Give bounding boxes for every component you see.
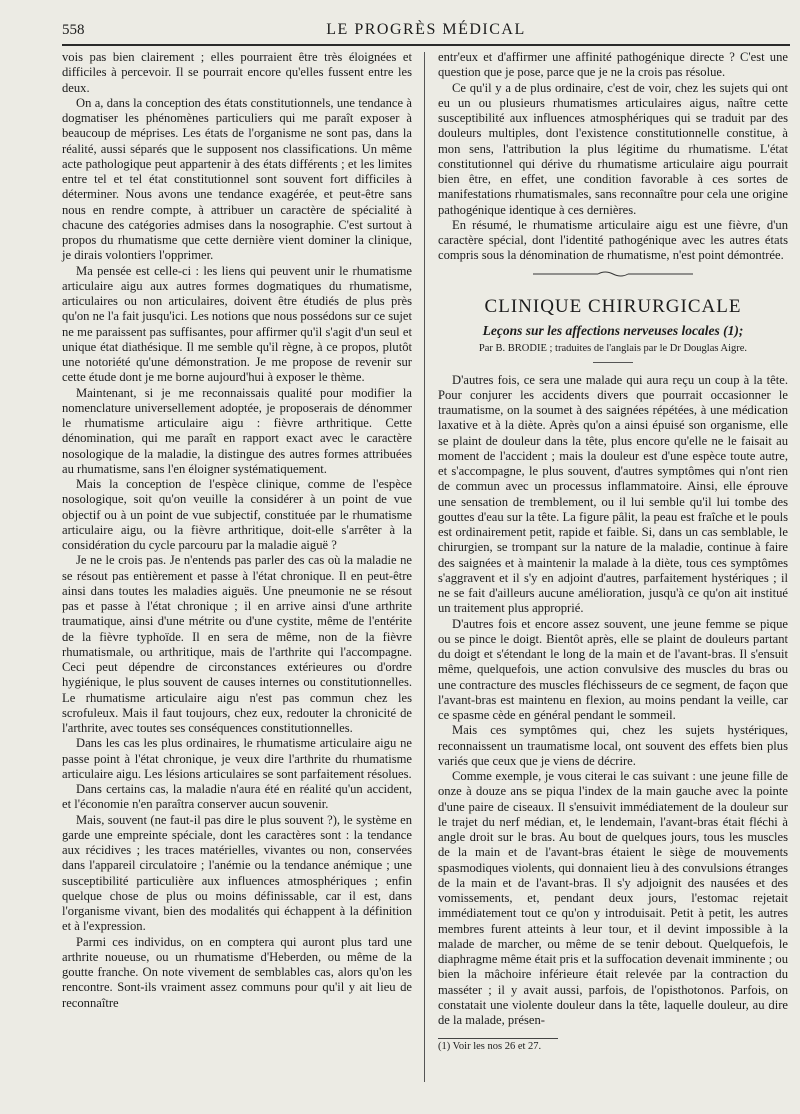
- paragraph: On a, dans la conception des états constitutionnels, une tendance à dogmatiser les phénomènes particuliers qui me paraît exposer à beaucoup de méprises. Les états de l'organisme ne sont pas, dans la réalité, aussi séparés que le supposent nos classifications. Un même acte pathologique peut appartenir à des états différents ; et les limites entre tel et tel état constitutionnel sont souvent fort difficiles à déterminer. Nous avons une tendance exagérée, et peut-être sans nous en rendre compte, à attribuer un caractère de spécialité à chacune des catégories admises dans la nosographie. C'est surtout à propos du rhumatisme que cette dernière vient dominer la clinique, je dirais volontiers l'opprimer.: [62, 95, 412, 263]
- page-header: [62, 18, 790, 40]
- left-column: [62, 50, 412, 1090]
- paragraph: Je ne le crois pas. Je n'entends pas parler des cas où la maladie ne se résout pas entièrement et passe à l'état chronique. Il en peut-être ainsi dans toutes les maladies aiguës. Une pneumonie ne se résout pas et passe à l'état chronique ; il en arrive ainsi d'une arthrite traumatique, ainsi d'une métrite ou d'une cystite, même de l'entérite de la fièvre typhoïde. Il en sera de même, non de la fièvre rhumatismale, ou arthritique, mais de l'arthrite qui l'accompagne. Ceci peut dépendre de circonstances extérieures ou d'ordre hygiénique, le plus souvent de causes internes ou constitutionnelles. Le rhumatisme articulaire aigu n'est pas commun chez les scrofuleux. Mais il faut toujours, chez eux, redouter la chronicité de l'arthrite, avec toutes ses conséquences constitutionnelles.: [62, 553, 412, 735]
- paragraph: Dans les cas les plus ordinaires, le rhumatisme articulaire aigu ne passe point à l'état chronique, je veux dire l'arthrite du rhumatisme articulaire aigu. Les lésions articulaires se sont parfaitement résolues.: [62, 736, 412, 781]
- header-rule: [62, 44, 790, 46]
- paragraph: D'autres fois et encore assez souvent, une jeune femme se pique ou se pince le doigt. Bientôt après, elle se plaint de douleurs partant du doigt et s'étendant le long de la main et de l'avant-bras. Il s'ensuit même, quelquefois, une action convulsive des muscles du bras ou une contracture des muscles fléchisseurs de ce segment, de façon que l'avant-bras est maintenu en flexion, au moins pendant la veille, car ce spasme cède en général pendant le sommeil.: [438, 616, 788, 722]
- paragraph: vois pas bien clairement ; elles pourraient être très éloignées et difficiles à percevoir. Il se pourrait encore qu'elles fussent entre les deux.: [62, 50, 412, 95]
- byline: Par B. BRODIE ; traduites de l'anglais par le Dr Douglas Aigre.: [478, 342, 748, 354]
- page-number: 558: [62, 22, 85, 38]
- paragraph: D'autres fois, ce sera une malade qui aura reçu un coup à la tête. Pour conjurer les accidents divers que pourrait occasionner le traumatisme, on la soumet à des saignées répétées, à une médication laxative et à la diète. Après qu'on a ainsi épuisé son organisme, elle se plaint de douleur dans la tête, plus encore qu'elle ne le faisait au moment de l'accident ; mais la douleur est d'une espèce toute autre, et s'accompagne, le plus souvent, d'autres symptômes qui n'ont rien de commun avec un processus inflammatoire. Ainsi, elle éprouve une sensation de tremblement, ou il lui semble qu'il lui tombe des gouttes d'eau sur la tête. La figure pâlit, la peau est fraîche et le pouls est ordinairement petit, rapide et faible. Si, dans un cas semblable, le chirurgien, se trompant sur la nature de la maladie, continue à faire des saignées et à maintenir la malade à la diète, tous ces symptômes s'aggravent et il s'y en adjoint d'autres, parfaitement hystériques ; il ne se fait d'ailleurs aucune amélioration, jusqu'à ce qu'on ait institué un traitement plus approprié.: [438, 372, 788, 616]
- column-divider: [424, 52, 425, 1082]
- byline-rule: [593, 362, 633, 363]
- lecture-title: Leçons sur les affections nerveuses locales (1);: [482, 322, 744, 338]
- paragraph: Mais, souvent (ne faut-il pas dire le plus souvent ?), le système en garde une empreinte spéciale, dont les caractères sont : la tendance aux récidives ; les traces matérielles, vivantes ou non, conservées dans l'appareil circulatoire ; l'anémie ou la tendance anémique ; une susceptibilité particulière aux influences atmosphériques ; enfin quelque chose de plus ou moins définissable, car il est, dans l'organisme vivant, bien des modalités qui échappent à la définition et à l'expression.: [62, 812, 412, 934]
- paragraph: Dans certains cas, la maladie n'aura été en réalité qu'un accident, et l'économie n'en paraîtra conserver aucun souvenir.: [62, 782, 412, 812]
- section-title: CLINIQUE CHIRURGICALE: [484, 295, 742, 317]
- paragraph: Ce qu'il y a de plus ordinaire, c'est de voir, chez les sujets qui ont eu un ou plusieurs rhumatismes articulaires aigus, naître cette susceptibilité aux influences atmosphériques qui se traduit par des douleurs multiples, dont l'existence constitutionnelle constitue, à mon sens, l'attribution la plus légitime du rhumatisme. L'état constitutionnel qui dérive du rhumatisme articulaire aigu pourrait bien être, en effet, une condition favorable à ces sortes de manifestations rhumatismales, sans reconnaître pour cela une origine pathogénique identique à ces dernières.: [438, 80, 788, 217]
- paragraph: Mais ces symptômes qui, chez les sujets hystériques, reconnaissent un traumatisme local, ont souvent des effets bien plus variés que ceux que je viens de décrire.: [438, 723, 788, 768]
- paragraph: entr'eux et d'affirmer une affinité pathogénique directe ? C'est une question que je pose, parce que je ne la crois pas résolue.: [438, 50, 788, 80]
- paragraph: Comme exemple, je vous citerai le cas suivant : une jeune fille de onze à douze ans se piqua l'index de la main gauche avec la pointe d'une paire de ciseaux. Il s'ensuivit immédiatement de la douleur sur le trajet du nerf médian, et, le lendemain, l'avant-bras était fléchi à angle droit sur le bras. Au bout de quelques jours, tous les muscles de la main et de l'avant-bras étaient le siège de mouvements spasmodiques violents, qui donnaient lieu à des convulsions étranges de la main et de l'avant-bras. Il s'y adjoignit des nausées et des vomissements, et, pendant deux jours, l'estomac rejetait immédiatement tout ce qu'on y introduisait. Petit à petit, les autres membres furent atteints à leur tour, et il devint impossible à la malade de marcher, ou même de se tenir debout. Quelquefois, le diaphragme même était pris et la suffocation devenait imminente ; ou bien la mâchoire inférieure était relevée par la contraction du masséter ; il y avait aussi, parfois, de l'opisthotonos. Parfois, on constatait une violente douleur dans la tête, laquelle douleur, au dire de la malade, présen-: [438, 769, 788, 1027]
- section-ornament: [438, 270, 788, 280]
- paragraph: En résumé, le rhumatisme articulaire aigu est une fièvre, d'un caractère spécial, dont l'identité pathogénique avec les autres états compris sous la dénomination de rhumatisme, n'est point démontrée.: [438, 217, 788, 263]
- paragraph: Maintenant, si je me reconnaissais qualité pour modifier la nomenclature universellement adoptée, je proposerais de dénommer le rhumatisme articulaire aigu : fièvre arthritique. Cette dénomination, qui me paraît en rapport exact avec le caractère nosologique de la maladie, la distingue des autres formes attribuées au rhumatisme, sans l'en éloigner systématiquement.: [62, 385, 412, 476]
- paragraph: Parmi ces individus, on en comptera qui auront plus tard une arthrite noueuse, ou un rhumatisme d'Heberden, ou même de la goutte franche. On note vivement de semblables cas, alors qu'on les rencontre. Sont-ils vraiment assez communs pour qu'il y ait lieu de reconnaître: [62, 934, 412, 1010]
- right-column: [438, 50, 788, 1100]
- footnote: (1) Voir les nos 26 et 27.: [438, 1041, 542, 1053]
- paragraph: Ma pensée est celle-ci : les liens qui peuvent unir le rhumatisme articulaire aigu aux autres formes dogmatiques du rhumatisme, articulaires ou non articulaires, doivent être étudiés de plus près qu'on ne l'a fait jusqu'ici. Les notions que nous possédons sur ce sujet ne me paraissent pas suffisantes, pour affirmer qu'il s'agit d'un seul et unique état diathésique. Il me semble qu'il règne, à ce propos, plutôt une notoriété qu'une démonstration. Je me propose de revenir sur cette étude dont je me borne aujourd'hui à exposer le thème.: [62, 263, 412, 385]
- journal-title: LE PROGRÈS MÉDICAL: [326, 21, 526, 38]
- ornament-rule-icon: [533, 270, 693, 278]
- paragraph: Mais la conception de l'espèce clinique, comme de l'espèce nosologique, soit qu'on veuille la considérer à un point de vue objectif ou à un point de vue subjectif, constituée par le rhumatisme articulaire aigu, ou la fièvre arthritique, doit-elle s'arrêter à la considération du cycle parcouru par la maladie aiguë ?: [62, 477, 412, 552]
